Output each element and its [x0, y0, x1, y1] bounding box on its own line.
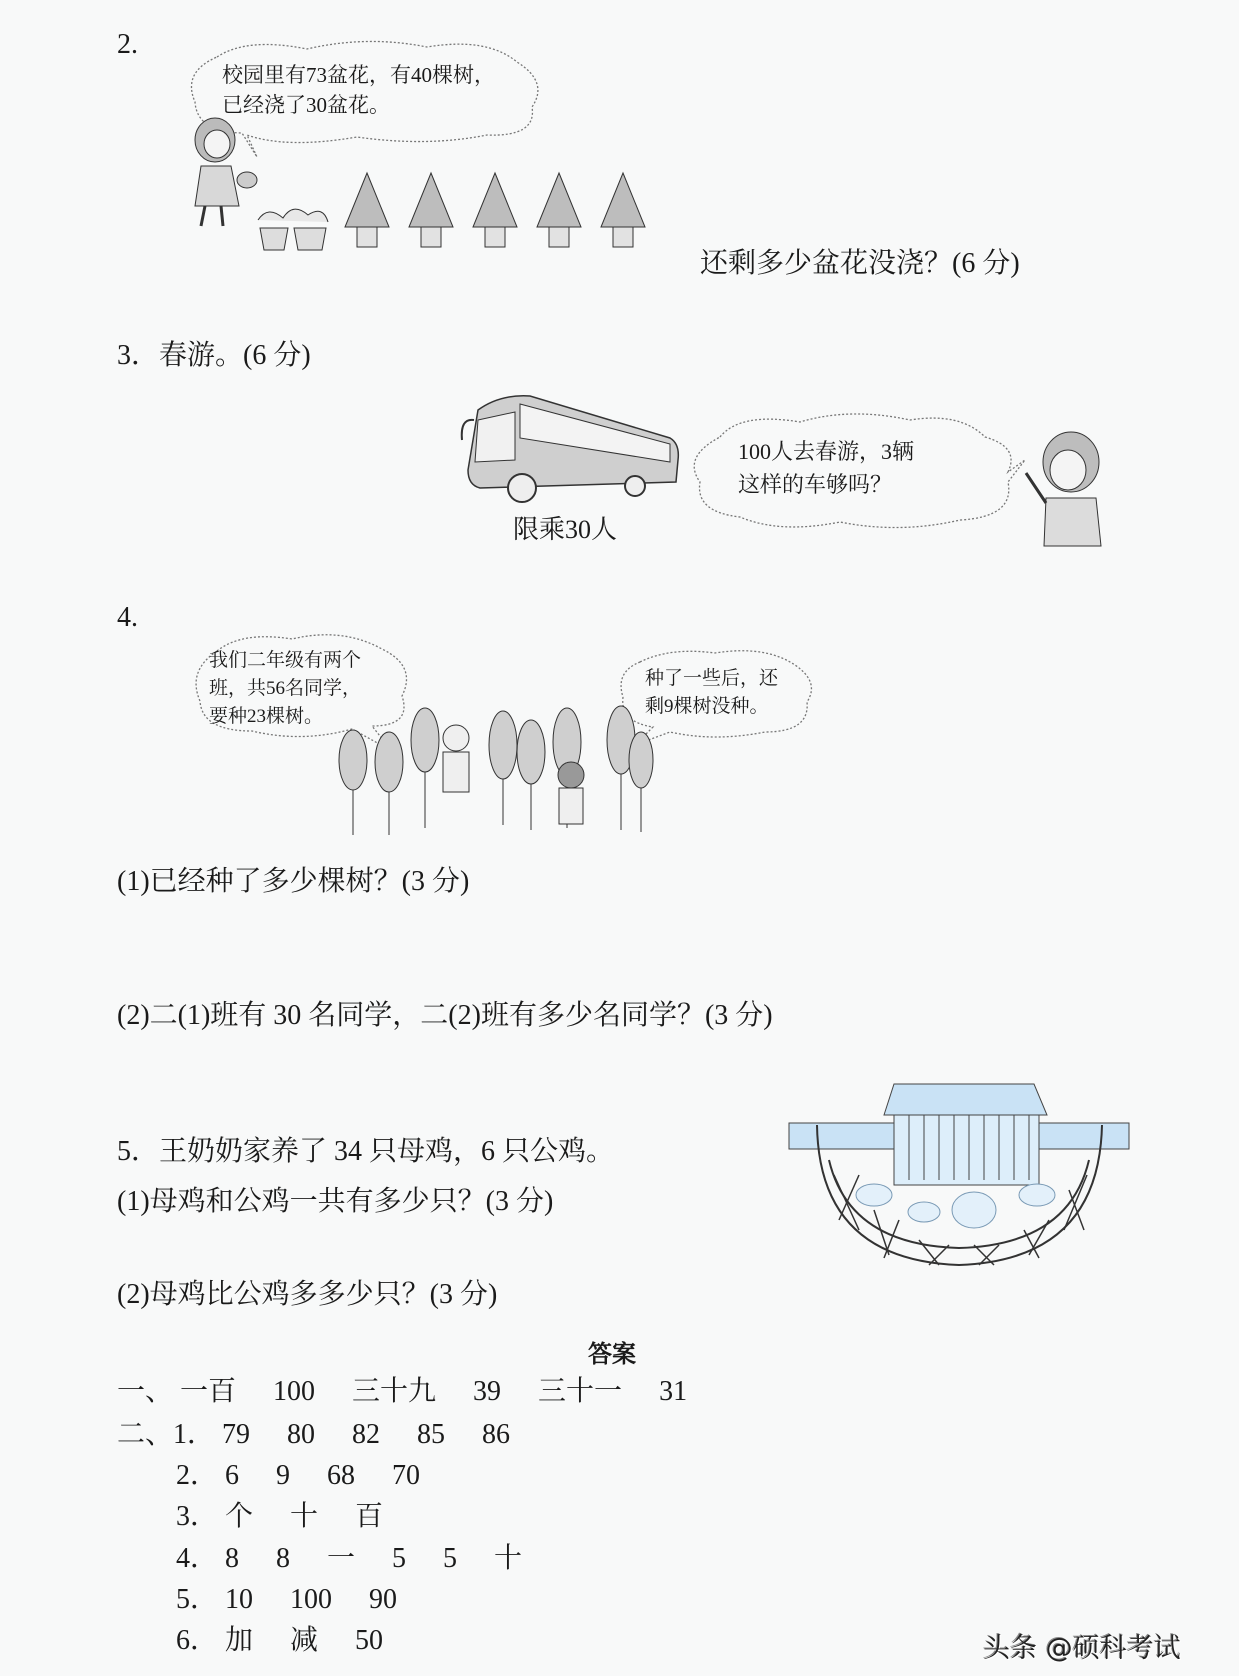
q4-right-bubble-line-2: 剩9棵树没种。 — [645, 696, 769, 717]
answer-item: 79 — [222, 1419, 251, 1450]
answer-item: 减 — [290, 1625, 319, 1656]
answer-item: 31 — [659, 1376, 688, 1407]
answer-item: 8 — [225, 1543, 240, 1574]
answer-prefix: 二、1． — [117, 1419, 216, 1450]
answer-item: 90 — [369, 1584, 398, 1615]
question-3-heading: 3．春游。(6 分) — [117, 340, 311, 371]
answer-item: 一 — [327, 1543, 356, 1574]
answer-item: 10 — [225, 1584, 254, 1615]
answer-item: 十 — [494, 1543, 523, 1574]
answer-item: 68 — [327, 1460, 356, 1491]
answer-row-6 — [176, 1583, 427, 1617]
q2-bubble-line-2: 已经浇了30盆花。 — [222, 93, 390, 117]
answer-item: 加 — [225, 1625, 254, 1656]
question-4-number: 4. — [117, 602, 138, 633]
q2-bubble-line-1: 校园里有73盆花，有40棵树， — [222, 63, 495, 87]
q5-sub-question-1: (1)母鸡和公鸡一共有多少只？(3 分) — [117, 1186, 554, 1217]
answer-item: 百 — [355, 1501, 384, 1532]
q4-sub-question-1: (1)已经种了多少棵树？(3 分) — [117, 866, 470, 897]
bus-illustration — [460, 390, 682, 505]
answer-item: 50 — [355, 1625, 384, 1656]
answer-prefix: 一、 — [117, 1376, 174, 1407]
answer-prefix: 2． — [176, 1460, 219, 1491]
potted-trees-illustration — [342, 171, 657, 253]
girl-pointing-illustration — [1016, 428, 1121, 548]
q4-left-bubble-line-1: 我们二年级有两个 — [209, 650, 362, 671]
q4-left-bubble-line-3: 要种23棵树。 — [209, 706, 324, 727]
q5-sub-question-2: (2)母鸡比公鸡多多少只？(3 分) — [117, 1279, 498, 1310]
watermark: 头条 @硕科考试 — [983, 1633, 1181, 1664]
answer-item: 8 — [276, 1543, 291, 1574]
bus-capacity-caption: 限乘30人 — [513, 515, 618, 544]
answer-prefix: 6． — [176, 1625, 219, 1656]
q4-right-bubble-line-1: 种了一些后，还 — [645, 668, 779, 689]
answer-row-5 — [176, 1542, 552, 1576]
answer-item: 9 — [276, 1460, 291, 1491]
q3-bubble-line-1: 100人去春游，3辆 — [738, 439, 915, 464]
answer-item: 5 — [443, 1543, 458, 1574]
answer-prefix: 5． — [176, 1584, 219, 1615]
answer-row-3 — [176, 1459, 450, 1493]
answer-item: 80 — [287, 1419, 316, 1450]
answer-item: 85 — [417, 1419, 446, 1450]
answer-item: 82 — [352, 1419, 381, 1450]
answer-item: 三十一 — [538, 1376, 623, 1407]
answer-item: 三十九 — [352, 1376, 437, 1407]
answer-item: 70 — [392, 1460, 421, 1491]
answer-prefix: 3． — [176, 1501, 219, 1532]
answer-item: 100 — [290, 1584, 333, 1615]
answer-item: 39 — [473, 1376, 502, 1407]
answer-row-4 — [176, 1500, 413, 1534]
tree-planting-illustration — [331, 700, 661, 840]
answers-title: 答案 — [588, 1340, 636, 1368]
q4-left-bubble-line-2: 班，共56名同学， — [209, 678, 362, 699]
answer-item: 一百 — [180, 1376, 237, 1407]
chicken-coop-illustration — [789, 1080, 1129, 1275]
q4-sub-question-2: (2)二(1)班有 30 名同学，二(2)班有多少名同学？(3 分) — [117, 1000, 773, 1031]
answer-row-7 — [176, 1624, 413, 1658]
answer-item: 86 — [482, 1419, 511, 1450]
question-2-number: 2. — [117, 29, 138, 60]
answer-item: 个 — [225, 1501, 254, 1532]
q2-question: 还剩多少盆花没浇？(6 分) — [700, 248, 1020, 279]
answer-item: 6 — [225, 1460, 240, 1491]
q3-bubble-line-2: 这样的车够吗？ — [738, 472, 893, 497]
answer-item: 十 — [290, 1501, 319, 1532]
question-5-heading: 5．王奶奶家养了 34 只母鸡，6 只公鸡。 — [117, 1136, 615, 1167]
answer-prefix: 4． — [176, 1543, 219, 1574]
flower-pots-illustration — [248, 200, 338, 255]
answer-item: 100 — [273, 1376, 316, 1407]
answer-row-2 — [117, 1418, 540, 1452]
answer-row-1 — [117, 1375, 717, 1409]
answer-item: 5 — [392, 1543, 407, 1574]
